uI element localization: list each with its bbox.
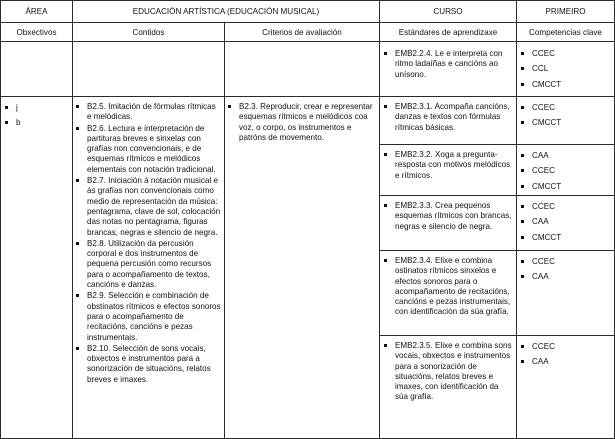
area-label: ÁREA	[25, 7, 48, 16]
competence-item: CAA	[521, 357, 611, 367]
objectives-cell	[5, 103, 69, 134]
row-divider	[379, 250, 615, 251]
row-divider	[379, 144, 615, 145]
criteria-cell	[228, 102, 374, 143]
competences-cell	[521, 103, 611, 134]
competences-cell	[521, 202, 611, 248]
content-item: B2.10. Selección de sons vocais, obxectos e instrumentos para a sonorización de situacións, relatos breves e imaxes.	[76, 344, 221, 385]
competence-item: CCEC	[521, 103, 611, 113]
competence-item: CCL	[521, 64, 611, 74]
col-header-objectives: Obxectivos	[16, 28, 57, 37]
competence-item: CCEC	[521, 166, 611, 176]
standard-text: EMB2.3.4. Elixe e combina ostinatos rítmicos sinxelos e efectos sonoros para o acompañamento de recitacións, cancións e pezas instrumentais, con identificación da súa grafía.	[384, 256, 512, 318]
col-divider	[224, 22, 225, 439]
competence-item: CCEC	[521, 49, 611, 59]
standard-text: EMB2.3.1. Acompaña cancións, danzas e textos con fórmulas rítmicas básicas.	[384, 102, 512, 133]
standard-cell	[384, 102, 512, 133]
col-header-criteria: Criterios de avaliación	[262, 28, 342, 37]
competence-item: CMCCT	[521, 182, 611, 192]
objective-item: j	[5, 103, 69, 113]
standard-text: EMB2.3.3. Crea pequenos esquemas rítmicos con brancas, negras e silencio de negra.	[384, 201, 512, 232]
subject-title: EDUCACIÓN ARTÍSTICA (EDUCACIÓN MUSICAL)	[132, 7, 320, 16]
standard-text: EMB2.2.4. Le e interpreta con ritmo ladaíñas e cancións ao unísono.	[384, 49, 512, 80]
competence-item: CAA	[521, 217, 611, 227]
row-divider	[0, 22, 615, 23]
standard-cell	[384, 49, 512, 80]
competences-cell	[521, 257, 611, 288]
competence-item: CMCCT	[521, 80, 611, 90]
row-divider	[379, 335, 615, 336]
col-header-contents: Contidos	[132, 28, 165, 37]
col-header-standards: Estándares de aprendizaxe	[398, 28, 498, 37]
contents-cell	[76, 102, 221, 386]
col-divider	[516, 0, 517, 439]
table-border-left	[0, 0, 1, 439]
competence-item: CCEC	[521, 202, 611, 212]
table-border-top	[0, 0, 615, 1]
competences-cell	[521, 342, 611, 373]
competences-cell	[521, 49, 611, 95]
competence-item: CCEC	[521, 257, 611, 267]
content-item: B2.5. Imitación de fórmulas rítmicas e melódicas.	[76, 102, 221, 123]
standard-cell	[384, 150, 512, 181]
row-divider	[0, 96, 615, 97]
course-label: CURSO	[433, 7, 463, 16]
competence-item: CCEC	[521, 342, 611, 352]
content-item: B2.7. Iniciación á notación musical e ás grafías non convencionais como medio de representación da música: pentagrama, clave de sol, colocación das notas no pentagrama, figuras brancas, negras e silencio de negra.	[76, 176, 221, 238]
standard-cell	[384, 201, 512, 232]
competences-cell	[521, 151, 611, 197]
competence-item: CAA	[521, 272, 611, 282]
col-divider	[72, 22, 73, 439]
competence-item: CMCCT	[521, 233, 611, 243]
standard-text: EMB2.3.5. Elixe e combina sons vocais, obxectos e instrumentos para a sonorización de situacións, relatos breves e imaxes, con identificación da súa grafía.	[384, 341, 512, 403]
course-value: PRIMEIRO	[545, 7, 586, 16]
row-divider	[0, 41, 615, 42]
criterion-text: B2.3. Reproducir, crear e representar esquemas rítmicos e melódicos coa voz, o corpo, os instrumentos e patróns de movemento.	[228, 102, 374, 143]
competence-item: CMCCT	[521, 118, 611, 128]
standard-cell	[384, 256, 512, 318]
standard-text: EMB2.3.2. Xoga a pregunta-resposta con motivos melódicos e rítmicos.	[384, 150, 512, 181]
content-item: B2.9. Selección e combinación de obstinatos rítmicos e efectos sonoros para o acompañamento de recitacións, cancións e pezas instrumentais.	[76, 291, 221, 342]
col-divider	[379, 0, 380, 439]
standard-cell	[384, 341, 512, 403]
competence-item: CAA	[521, 151, 611, 161]
content-item: B2.8. Utilización da percusión corporal e dos instrumentos de pequena percusión como recursos para o acompañamento de textos, cancións e danzas.	[76, 239, 221, 290]
content-item: B2.6. Lectura e interpretación de partituras breves e sinxelas con grafías non convencionais, e de esquemas rítmicos e melódicos elementais con notación tradicional.	[76, 124, 221, 175]
col-header-competences: Competencias clave	[529, 28, 602, 37]
objective-item: b	[5, 118, 69, 128]
